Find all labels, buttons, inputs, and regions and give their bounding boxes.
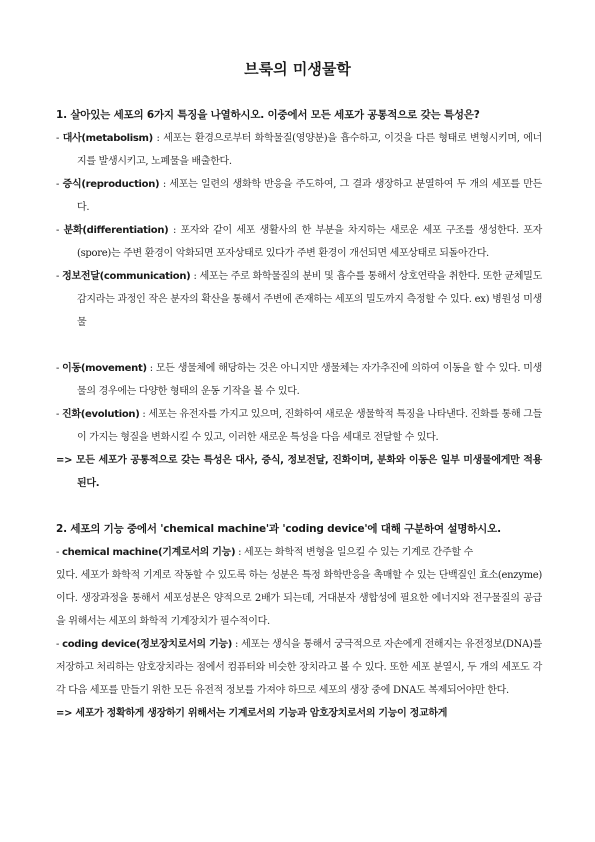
document-body — [56, 104, 542, 725]
question-1: 1. 살아있는 세포의 6가지 특징을 나열하시오. 이중에서 모든 세포가 공통적으로 갖는 특성은? — [56, 109, 480, 121]
item-prefix: - — [56, 179, 63, 190]
item-text: : 포자와 같이 세포 생활사의 한 부분을 차지하는 새로운 세포 구조를 생성한다. 포자(spore)는 주변 환경이 악화되면 포자상태로 있다가 주변 환경이 개선되면 세포상태로 되돌아간다. — [77, 225, 542, 259]
list-item-metabolism — [56, 127, 542, 173]
item-term: 분화(differentiation) — [63, 225, 169, 236]
blank-line — [56, 334, 542, 357]
conclusion-2: => 세포가 정확하게 생장하기 위해서는 기계로서의 기능과 암호장치로서의 기능이 정교하게 — [56, 708, 448, 719]
item-term: 이동(movement) — [62, 363, 147, 374]
list-item-reproduction — [56, 173, 542, 219]
item-text: : 모든 생물체에 해당하는 것은 아니지만 생물체는 자가추진에 의하여 이동을 할 수 있다. 미생물의 경우에는 다양한 형태의 운동 기작을 볼 수 있다. — [77, 363, 542, 397]
item-term: 진화(evolution) — [62, 409, 140, 420]
conclusion-1: => 모든 세포가 공통적으로 갖는 특성은 대사, 증식, 정보전달, 진화이며, 분화와 이동은 일부 미생물에게만 적용된다. — [56, 455, 542, 489]
item-term: 증식(reproduction) — [62, 179, 160, 190]
item-term: 대사(metabolism) — [62, 133, 153, 144]
list-item-chemical-machine — [56, 541, 542, 564]
blank-line — [56, 495, 542, 518]
item-prefix: - — [56, 547, 62, 558]
list-item-communication — [56, 265, 542, 334]
item-prefix: - — [56, 271, 63, 282]
list-item-differentiation — [56, 219, 542, 265]
item-term: chemical machine(기계로서의 기능) — [61, 547, 236, 558]
item-text: : 세포는 주로 화학물질의 분비 및 흡수를 통해서 상호연락을 취한다. 또한 균체밀도감지라는 과정인 작은 분자의 확산을 통해서 주변에 존재하는 세포의 밀도까지 측정할 수 있다. ex) 병원성 미생물 — [77, 271, 543, 328]
item-prefix: - — [56, 225, 64, 236]
item-term: 정보전달(communication) — [62, 271, 191, 282]
list-item-evolution — [56, 403, 542, 449]
item-text: : 세포는 일련의 생화학 반응을 주도하여, 그 결과 생장하고 분열하여 두 개의 세포를 만든다. — [77, 179, 542, 213]
item-text: : 세포는 유전자를 가지고 있으며, 진화하여 새로운 생물학적 특징을 나타낸다. 진화를 통해 그들이 가지는 형질을 변화시킬 수 있고, 이러한 새로운 특성을 다음 세대로 전달할 수 있다. — [77, 409, 542, 443]
item-prefix: - — [56, 409, 63, 420]
paragraph-coding-device — [56, 633, 542, 702]
item-term: coding device(정보장치로서의 기능) — [62, 639, 233, 650]
item-text: : 세포는 화학적 변형을 일으킬 수 있는 기계로 간주할 수 — [235, 547, 473, 558]
item-text: : 세포는 생식을 통해서 궁극적으로 자손에게 전해지는 유전정보(DNA)를 저장하고 처리하는 암호장치라는 점에서 컴퓨터와 비슷한 장치라고 볼 수 있다. 또한 세포 분열시, 두 개의 세포도 각각 다음 세포를 만들기 위한 모든 유전적 정보를 가져야 하므로 세포의 생장 중에 DNA도 복제되어야만 한다. — [56, 639, 542, 696]
page-title: 브룩의 미생물학 — [244, 60, 351, 78]
paragraph-chemical-machine: 있다. 세포가 화학적 기계로 작동할 수 있도록 하는 성분은 특정 화학반응을 촉매할 수 있는 단백질인 효소(enzyme)이다. 생장과정을 통해서 세포성분은 양적으로 2배가 되는데, 거대분자 생합성에 필요한 에너지와 전구물질의 공급을 위해서는 세포의 화학적 기계장치가 필수적이다. — [56, 570, 542, 627]
question-2: 2. 세포의 기능 중에서 'chemical machine'과 'coding device'에 대해 구분하여 설명하시오. — [56, 523, 501, 535]
item-prefix: - — [56, 363, 63, 374]
list-item-movement — [56, 357, 542, 403]
item-text: : 세포는 환경으로부터 화학물질(영양분)을 흡수하고, 이것을 다른 형태로 변형시키며, 에너지를 발생시키고, 노폐물을 배출한다. — [77, 133, 542, 167]
item-prefix: - — [56, 133, 63, 144]
item-prefix: - — [56, 639, 63, 650]
